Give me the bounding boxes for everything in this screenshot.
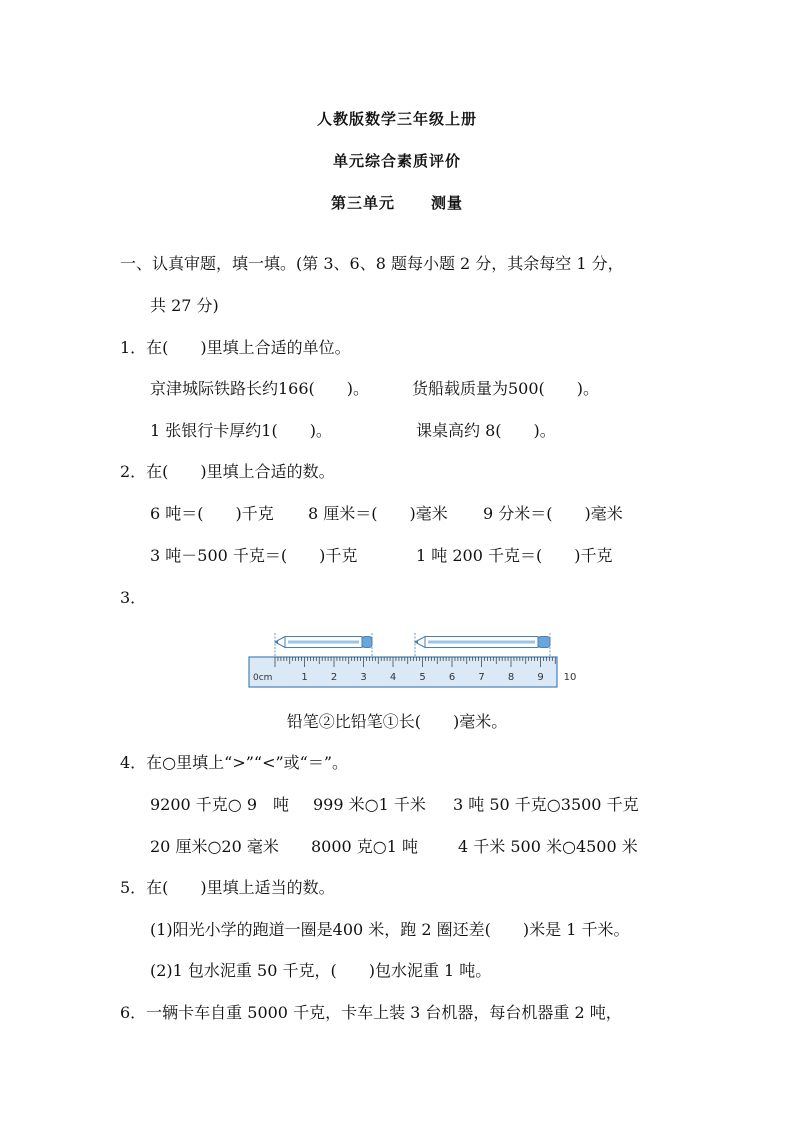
q4-item-b: 999 米○1 千米 xyxy=(313,795,426,814)
q2-item-e: 1 吨 200 千克＝( )千克 xyxy=(416,546,613,565)
q1-item-b: 货船载质量为500( )。 xyxy=(412,379,600,398)
ruler-tick-label: 1 xyxy=(301,672,308,683)
ruler-tick-label: 2 xyxy=(330,672,338,683)
ruler-tick-label: 6 xyxy=(448,672,456,683)
unit-name: 测量 xyxy=(431,194,464,212)
q5-item-a: (1)阳光小学的跑道一圈是400 米，跑 2 圈还差( )米是 1 千米。 xyxy=(150,920,630,939)
q2-item-c: 9 分米＝( )毫米 xyxy=(483,504,623,523)
q2-label: 2．在( )里填上合适的数。 xyxy=(120,462,335,481)
q1-item-c: 1 张银行卡厚约1( )。 xyxy=(150,421,332,440)
ruler-tick-label: 3 xyxy=(360,672,367,683)
ruler-tick-label: 8 xyxy=(507,672,515,683)
q4-item-a: 9200 千克○ 9 吨 xyxy=(150,795,290,814)
pencil-1 xyxy=(275,637,372,648)
ruler-tick-label: 10 xyxy=(563,672,577,683)
unit-number: 第三单元 xyxy=(330,194,395,212)
q4-label: 4．在○里填上“>”“<”或“＝”。 xyxy=(120,753,349,772)
q6-label: 6．一辆卡车自重 5000 千克，卡车上装 3 台机器，每台机器重 2 吨， xyxy=(120,1003,622,1022)
q1-item-a: 京津城际铁路长约166( )。 xyxy=(150,379,370,398)
ruler-figure xyxy=(247,630,577,690)
page-subtitle: 单元综合素质评价 xyxy=(332,152,461,170)
section-heading: 一、认真审题，填一填。(第 3、6、8 题每小题 2 分，其余每空 1 分， xyxy=(120,254,624,273)
q4-item-e: 8000 克○1 吨 xyxy=(311,837,419,856)
q2-item-d: 3 吨－500 千克＝( )千克 xyxy=(150,546,358,565)
q2-item-b: 8 厘米＝( )毫米 xyxy=(308,504,448,523)
q1-label: 1．在( )里填上合适的单位。 xyxy=(120,338,351,357)
q4-item-d: 20 厘米○20 毫米 xyxy=(150,837,279,856)
q1-item-d: 课桌高约 8( )。 xyxy=(416,421,556,440)
q4-item-f: 4 千米 500 米○4500 米 xyxy=(458,837,638,856)
q5-item-b: (2)1 包水泥重 50 千克，( )包水泥重 1 吨。 xyxy=(150,961,492,980)
ruler-tick-label: 9 xyxy=(537,672,544,683)
q4-item-c: 3 吨 50 千克○3500 千克 xyxy=(453,795,639,814)
q3-caption: 铅笔②比铅笔①长( )毫米。 xyxy=(286,712,508,731)
section-heading-cont: 共 27 分) xyxy=(150,296,219,315)
page-title: 人教版数学三年级上册 xyxy=(316,110,477,128)
unit-title xyxy=(0,192,794,213)
ruler-tick-label: 4 xyxy=(389,672,397,683)
pencil-2 xyxy=(415,637,550,648)
q5-label: 5．在( )里填上适当的数。 xyxy=(120,878,335,897)
ruler-tick-label: 7 xyxy=(478,672,485,683)
ruler-unit-label: 0cm xyxy=(253,673,273,683)
q3-label: 3． xyxy=(120,588,147,607)
ruler-tick-label: 5 xyxy=(419,672,426,683)
q2-item-a: 6 吨＝( )千克 xyxy=(150,504,274,523)
